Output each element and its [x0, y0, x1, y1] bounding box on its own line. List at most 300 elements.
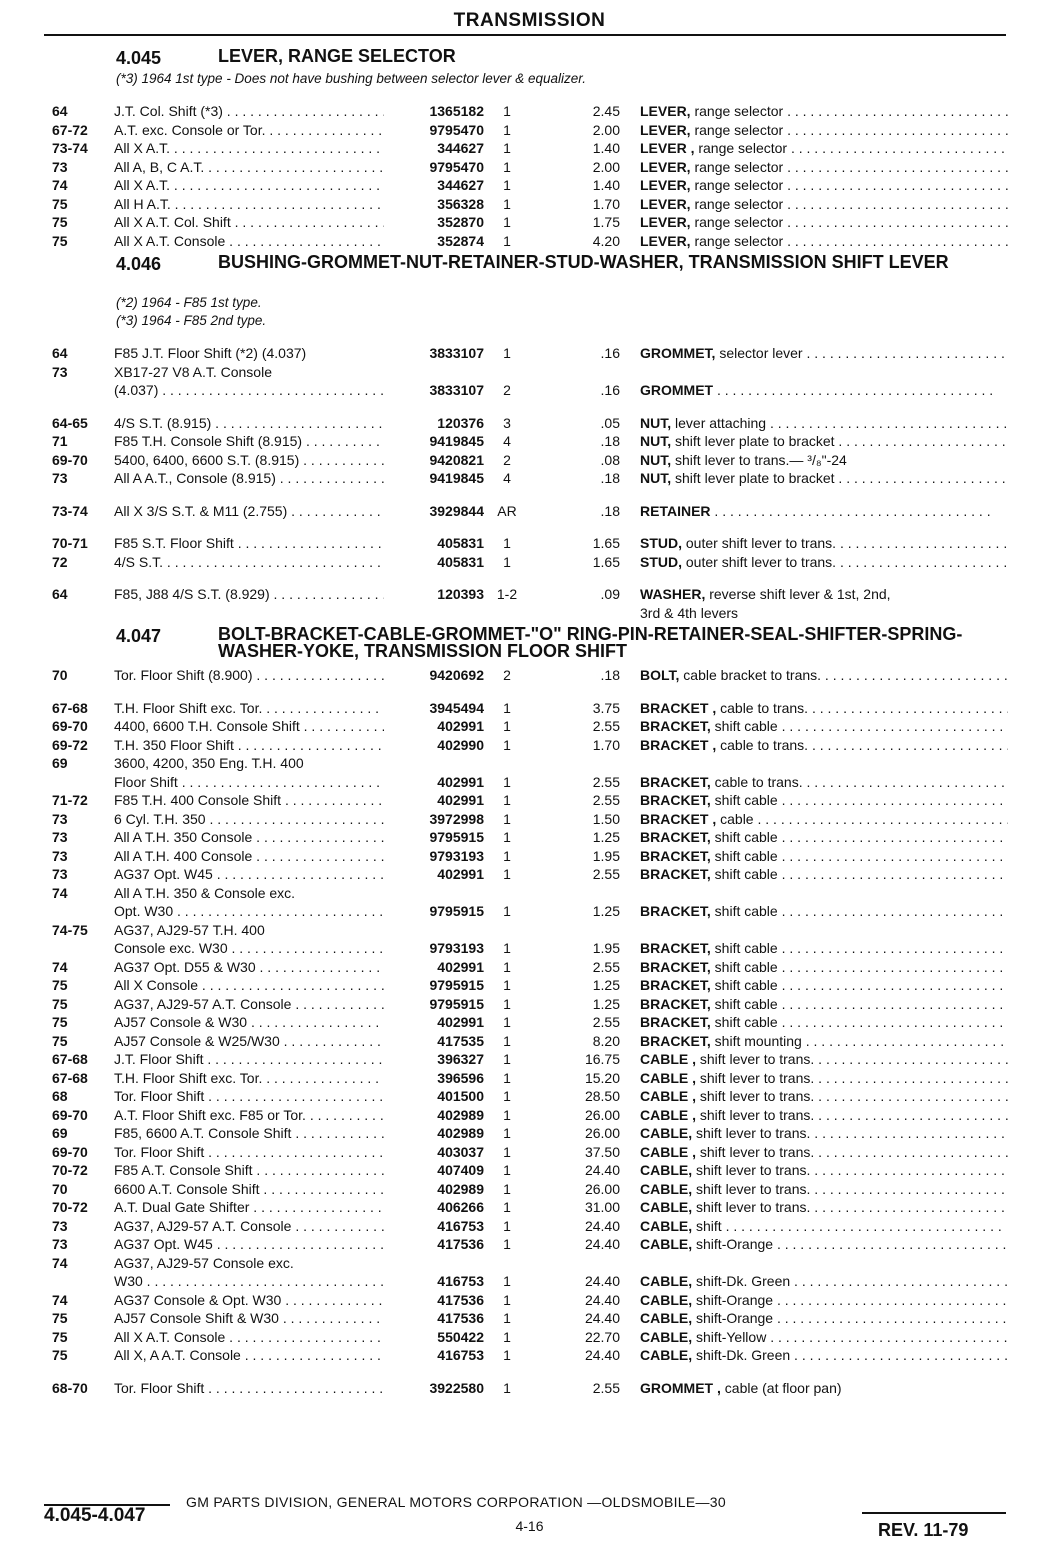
section-number: 4.046	[116, 254, 162, 274]
part-detail: outer shift lever to trans.	[685, 553, 837, 570]
parts-row	[0, 176, 1059, 195]
price: 24.40	[584, 1291, 620, 1308]
parts-row	[0, 1069, 1059, 1088]
part-description	[640, 1346, 1008, 1365]
quantity: 2	[503, 382, 511, 398]
quantity: 1	[503, 903, 511, 919]
part-detail: range selector	[694, 158, 784, 175]
part-number: 416753	[437, 1347, 484, 1363]
part-number: 9793193	[429, 847, 484, 864]
part-number: 405831	[437, 535, 484, 551]
quantity: 1	[503, 718, 511, 734]
quantity: 2	[503, 667, 511, 683]
model-year: 73	[52, 158, 68, 175]
application: All X 3/S S.T. & M11 (2.755) . . .	[114, 502, 384, 521]
part-number: 402989	[437, 1125, 484, 1141]
quantity: 1	[503, 1088, 511, 1104]
model-year: 73	[52, 470, 68, 486]
part-name: CABLE ,	[640, 1088, 696, 1104]
model-year: 75	[52, 995, 68, 1012]
parts-row	[0, 791, 1059, 810]
part-number: 402989	[437, 1106, 484, 1123]
part-name: BRACKET,	[640, 995, 711, 1012]
part-name: CABLE,	[640, 1125, 693, 1141]
part-detail: shift lever to trans.	[696, 1180, 811, 1197]
part-name: LEVER,	[640, 195, 691, 212]
parts-row	[0, 1217, 1059, 1236]
quantity: 1	[503, 866, 511, 882]
header-rule	[44, 34, 1006, 36]
model-year: 73	[52, 1236, 68, 1252]
price: 3.75	[592, 699, 620, 716]
price: .16	[600, 382, 620, 398]
price: .09	[600, 586, 620, 602]
quantity: 1	[503, 699, 511, 716]
price: .18	[600, 470, 620, 486]
part-description	[640, 344, 1008, 363]
part-number: 402990	[437, 736, 484, 753]
application: AG37 Opt. W45 . . .	[114, 1235, 384, 1254]
application: AJ57 Console & W25/W30 . . .	[114, 1032, 384, 1051]
application: Console exc. W30 . . .	[114, 939, 384, 958]
part-number: 9795470	[429, 121, 484, 138]
parts-row	[0, 451, 1059, 470]
part-number: 3945494	[429, 699, 484, 716]
part-description	[640, 1379, 1008, 1398]
quantity: 1	[503, 535, 511, 551]
part-name: BRACKET,	[640, 977, 711, 993]
quantity: 1	[503, 1310, 511, 1326]
model-year: 64	[52, 103, 68, 119]
quantity: 1	[503, 103, 511, 119]
model-year: 69	[52, 1125, 68, 1141]
part-description	[640, 1087, 1008, 1106]
part-number: 9795915	[429, 977, 484, 993]
part-number: 3833107	[429, 345, 484, 361]
application: T.H. Floor Shift exc. Tor. . . .	[114, 1069, 384, 1088]
quantity: 1	[503, 1051, 511, 1067]
model-year: 73	[52, 810, 68, 827]
group-gap	[0, 330, 1059, 344]
quantity: 4	[503, 433, 511, 449]
model-year: 73-74	[52, 140, 88, 156]
part-description	[640, 139, 1008, 158]
part-detail: shift cable	[714, 1014, 778, 1030]
quantity: 1	[503, 121, 511, 138]
part-detail: shift cable	[714, 792, 778, 808]
part-description	[640, 1272, 1008, 1291]
application: A.T. Dual Gate Shifter . . .	[114, 1198, 384, 1217]
part-name: LEVER,	[640, 121, 691, 138]
quantity: 1	[503, 958, 511, 975]
part-name: LEVER ,	[640, 140, 695, 156]
parts-row	[0, 363, 1059, 382]
application: AG37, AJ29-57 A.T. Console . . .	[114, 995, 384, 1014]
model-year: 64	[52, 345, 68, 361]
part-description	[640, 976, 1008, 995]
part-name: GROMMET ,	[640, 1379, 721, 1396]
part-name: BRACKET ,	[640, 736, 717, 753]
model-year: 67-68	[52, 1051, 88, 1067]
part-detail: shift-Dk. Green	[696, 1347, 791, 1363]
part-name: BRACKET,	[640, 1014, 711, 1030]
application: All X A.T. Col. Shift . . .	[114, 213, 384, 232]
part-detail: reverse shift lever & 1st, 2nd,	[709, 586, 891, 602]
application: All H A.T. . . .	[114, 195, 384, 214]
quantity: 1	[503, 140, 511, 156]
part-number: 403037	[437, 1143, 484, 1160]
part-description	[640, 1198, 1008, 1217]
model-year: 69-70	[52, 451, 88, 468]
part-number: 352874	[437, 232, 484, 249]
application: All A A.T., Console (8.915) . . .	[114, 469, 384, 488]
parts-row	[0, 1161, 1059, 1180]
part-detail: shift lever to trans.	[699, 1051, 815, 1067]
part-detail: shift lever plate to bracket	[675, 433, 835, 449]
application: Tor. Floor Shift . . .	[114, 1379, 384, 1398]
part-name: BRACKET,	[640, 866, 711, 882]
section-number: 4.047	[116, 626, 162, 646]
part-detail: shift cable	[714, 977, 778, 993]
part-description	[640, 1124, 1008, 1143]
parts-row	[0, 1272, 1059, 1291]
part-name: BRACKET,	[640, 773, 711, 790]
price: 15.20	[584, 1069, 620, 1086]
section-number: 4.045	[116, 48, 162, 68]
application: AG37 Console & Opt. W30 . . .	[114, 1291, 384, 1310]
section-title: LEVER, RANGE SELECTOR	[218, 46, 456, 66]
quantity: 1	[503, 1273, 511, 1289]
part-description	[640, 791, 1008, 810]
model-year: 75	[52, 232, 68, 249]
model-year: 75	[52, 977, 68, 993]
parts-row	[0, 1050, 1059, 1069]
application: All A, B, C A.T. . . .	[114, 158, 384, 177]
application: XB17-27 V8 A.T. Console	[114, 363, 272, 380]
part-name: BRACKET,	[640, 958, 711, 975]
part-detail: shift cable	[714, 847, 778, 864]
part-number: 3972998	[429, 810, 484, 827]
model-year: 74-75	[52, 921, 88, 938]
application: (4.037) . . .	[114, 381, 384, 400]
part-detail: range selector	[694, 103, 784, 119]
price: 1.40	[592, 140, 620, 156]
part-description	[640, 773, 1008, 792]
part-name: NUT,	[640, 433, 672, 449]
application: All X A.T. . . .	[114, 139, 384, 158]
part-number: 396596	[437, 1069, 484, 1086]
part-name: CABLE,	[640, 1291, 693, 1308]
price: 1.50	[592, 810, 620, 827]
part-description	[640, 865, 1008, 884]
parts-row	[0, 773, 1059, 792]
part-detail: cable	[720, 810, 754, 827]
group-gap	[0, 488, 1059, 502]
part-number: 120376	[437, 414, 484, 431]
part-name: CABLE,	[640, 1162, 693, 1178]
part-number: 550422	[437, 1328, 484, 1345]
part-name: GROMMET	[640, 382, 714, 398]
parts-row	[0, 939, 1059, 958]
price: 2.55	[592, 1014, 620, 1030]
price: 2.55	[592, 958, 620, 975]
quantity: 1	[503, 1069, 511, 1086]
part-detail: shift	[696, 1217, 722, 1234]
application: AG37 Opt. W45 . . .	[114, 865, 384, 884]
part-description	[640, 451, 1008, 470]
price: 26.00	[584, 1180, 620, 1197]
part-number: 3929844	[429, 502, 484, 519]
part-detail: range selector	[694, 121, 784, 138]
part-number: 356328	[437, 195, 484, 212]
part-number: 406266	[437, 1199, 484, 1215]
parts-row	[0, 1254, 1059, 1273]
part-detail: shift lever plate to bracket	[675, 470, 835, 486]
part-number: 352870	[437, 214, 484, 230]
parts-row	[0, 995, 1059, 1014]
model-year: 71	[52, 433, 68, 449]
part-number: 417535	[437, 1032, 484, 1049]
quantity: 1	[503, 1379, 511, 1396]
application: W30 . . .	[114, 1272, 384, 1291]
price: .18	[600, 433, 620, 449]
price: .18	[600, 502, 620, 519]
quantity: AR	[497, 502, 517, 519]
model-year: 64	[52, 586, 68, 602]
part-number: 9795915	[429, 903, 484, 919]
price: 2.55	[592, 792, 620, 808]
parts-row	[0, 666, 1059, 685]
section-note: (*3) 1964 1st type - Does not have bushing between selector lever & equalizer.	[116, 71, 587, 86]
application: 4/S S.T. (8.915) . . .	[114, 414, 384, 433]
quantity: 1	[503, 345, 511, 361]
parts-row	[0, 232, 1059, 251]
application: AJ57 Console Shift & W30 . . .	[114, 1309, 384, 1328]
part-number: 402989	[437, 1180, 484, 1197]
price: 1.25	[592, 903, 620, 919]
part-description	[640, 1180, 1008, 1199]
quantity: 1	[503, 810, 511, 827]
parts-row	[0, 754, 1059, 773]
application: All A T.H. 350 Console . . .	[114, 828, 384, 847]
footer-rule-right	[862, 1512, 1006, 1514]
application: 4/S S.T. . . .	[114, 553, 384, 572]
part-number: 344627	[437, 177, 484, 193]
part-number: 9795915	[429, 995, 484, 1012]
model-year: 70	[52, 667, 68, 683]
model-year: 73	[52, 1217, 68, 1234]
price: 1.95	[592, 940, 620, 956]
application: F85 T.H. Console Shift (8.915) . . .	[114, 432, 384, 451]
part-detail: cable (at floor pan)	[724, 1379, 842, 1396]
part-name: NUT,	[640, 470, 672, 486]
model-year: 71-72	[52, 792, 88, 808]
part-name: LEVER,	[640, 158, 691, 175]
model-year: 74	[52, 884, 68, 901]
part-description	[640, 158, 1008, 177]
section-header	[0, 44, 1059, 70]
application: Floor Shift . . .	[114, 773, 384, 792]
group-gap	[0, 571, 1059, 585]
model-year: 75	[52, 1328, 68, 1345]
section-note: (*2) 1964 - F85 1st type.	[116, 295, 262, 310]
application: AG37, AJ29-57 Console exc.	[114, 1254, 294, 1271]
footer-publisher: GM PARTS DIVISION, GENERAL MOTORS CORPORATION —OLDSMOBILE—30	[186, 1494, 726, 1510]
part-name: CABLE ,	[640, 1051, 696, 1067]
part-number: 401500	[437, 1088, 484, 1104]
quantity: 1	[503, 1217, 511, 1234]
price: 26.00	[584, 1106, 620, 1123]
price: 1.70	[592, 195, 620, 212]
part-description	[640, 176, 1008, 195]
price: 24.40	[584, 1310, 620, 1326]
part-description	[640, 432, 1008, 451]
parts-row	[0, 585, 1059, 604]
part-number: 396327	[437, 1051, 484, 1067]
model-year: 75	[52, 1014, 68, 1030]
application: All A T.H. 400 Console . . .	[114, 847, 384, 866]
part-description	[640, 1143, 1008, 1162]
part-name: LEVER,	[640, 214, 691, 230]
part-description	[640, 1309, 1008, 1328]
quantity: 1	[503, 214, 511, 230]
part-description	[640, 1050, 1008, 1069]
price: 2.55	[592, 866, 620, 882]
part-number: 416753	[437, 1273, 484, 1289]
part-name: BRACKET ,	[640, 810, 717, 827]
part-name: BRACKET,	[640, 792, 711, 808]
part-number: 9795915	[429, 829, 484, 845]
application: A.T. Floor Shift exc. F85 or Tor. . . .	[114, 1106, 384, 1125]
model-year: 75	[52, 195, 68, 212]
section-header	[0, 622, 1059, 666]
part-description	[640, 828, 1008, 847]
price: .08	[600, 451, 620, 468]
part-detail: shift lever to trans.— ³/₈"-24	[675, 451, 847, 468]
part-name: BRACKET,	[640, 847, 711, 864]
part-description	[640, 847, 1008, 866]
part-description	[640, 666, 1008, 685]
model-year: 64-65	[52, 414, 88, 431]
part-name: CABLE,	[640, 1310, 693, 1326]
price: 26.00	[584, 1125, 620, 1141]
quantity: 3	[503, 414, 511, 431]
part-name: LEVER,	[640, 232, 691, 249]
part-detail: shift-Yellow	[696, 1328, 767, 1345]
part-name: CABLE,	[640, 1217, 693, 1234]
parts-row	[0, 865, 1059, 884]
part-description	[640, 717, 1008, 736]
price: 2.00	[592, 121, 620, 138]
model-year: 73	[52, 847, 68, 864]
parts-row	[0, 553, 1059, 572]
part-name: CABLE,	[640, 1328, 693, 1345]
part-number: 9420692	[429, 667, 484, 683]
parts-row	[0, 1346, 1059, 1365]
part-number: 120393	[437, 586, 484, 602]
part-name: CABLE,	[640, 1236, 693, 1252]
parts-row	[0, 1328, 1059, 1347]
quantity: 1	[503, 177, 511, 193]
parts-row	[0, 1106, 1059, 1125]
part-name: CABLE,	[640, 1199, 693, 1215]
part-number: 417536	[437, 1291, 484, 1308]
application: J.T. Floor Shift . . .	[114, 1050, 384, 1069]
model-year: 68	[52, 1088, 68, 1104]
application: A.T. exc. Console or Tor. . . .	[114, 121, 384, 140]
model-year: 69-70	[52, 1143, 88, 1160]
part-detail: shift lever to trans.	[696, 1125, 811, 1141]
section-title: BUSHING-GROMMET-NUT-RETAINER-STUD-WASHER, TRANSMISSION SHIFT LEVER	[218, 252, 949, 272]
part-name: LEVER,	[640, 177, 691, 193]
part-detail: shift lever to trans.	[696, 1199, 811, 1215]
application: F85 A.T. Console Shift . . .	[114, 1161, 384, 1180]
part-description	[640, 1291, 1008, 1310]
application: AG37 Opt. D55 & W30 . . .	[114, 958, 384, 977]
parts-row	[0, 1235, 1059, 1254]
quantity: 1	[503, 1125, 511, 1141]
part-detail: selector lever	[719, 345, 803, 361]
application: Tor. Floor Shift (8.900) . . .	[114, 666, 384, 685]
part-description	[640, 1328, 1008, 1347]
page-title: TRANSMISSION	[453, 10, 606, 31]
application: J.T. Col. Shift (*3) . . .	[114, 102, 384, 121]
part-number: 405831	[437, 553, 484, 570]
part-detail: cable to trans.	[720, 736, 809, 753]
quantity: 1	[503, 829, 511, 845]
price: 24.40	[584, 1217, 620, 1234]
model-year: 74	[52, 177, 68, 193]
price: 1.65	[592, 553, 620, 570]
part-number: 402991	[437, 1014, 484, 1030]
part-detail: range selector	[694, 177, 784, 193]
part-name: WASHER,	[640, 586, 706, 602]
application: T.H. 350 Floor Shift . . .	[114, 736, 384, 755]
parts-row	[0, 828, 1059, 847]
quantity: 1	[503, 1143, 511, 1160]
parts-row	[0, 414, 1059, 433]
application: All X Console . . .	[114, 976, 384, 995]
part-description	[640, 414, 1008, 433]
part-name: BRACKET ,	[640, 699, 717, 716]
parts-row	[0, 158, 1059, 177]
part-detail: 3rd & 4th levers	[640, 604, 739, 621]
part-number: 407409	[437, 1162, 484, 1178]
part-detail: shift mounting	[714, 1032, 802, 1049]
model-year: 73	[52, 829, 68, 845]
price: 24.40	[584, 1162, 620, 1178]
quantity: 1	[503, 1347, 511, 1363]
part-description	[640, 534, 1008, 553]
part-detail: shift cable	[714, 866, 778, 882]
part-name: BRACKET,	[640, 718, 711, 734]
part-number: 402991	[437, 773, 484, 790]
application: Opt. W30 . . .	[114, 902, 384, 921]
part-number: 9795470	[429, 158, 484, 175]
price: 24.40	[584, 1273, 620, 1289]
application: Tor. Floor Shift . . .	[114, 1143, 384, 1162]
part-detail: shift lever to trans.	[699, 1069, 815, 1086]
price: 2.55	[592, 773, 620, 790]
part-description	[640, 736, 1008, 755]
parts-row	[0, 121, 1059, 140]
group-gap	[0, 88, 1059, 102]
part-detail: cable to trans.	[714, 773, 803, 790]
quantity: 1	[503, 1032, 511, 1049]
part-detail: shift-Orange	[696, 1291, 774, 1308]
price: 8.20	[592, 1032, 620, 1049]
price: 1.95	[592, 847, 620, 864]
